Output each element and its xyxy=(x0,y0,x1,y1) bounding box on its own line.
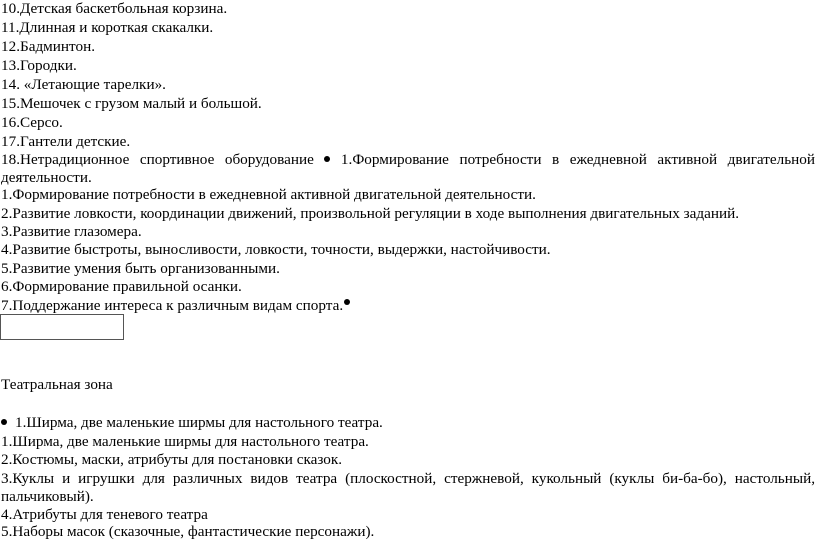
list-item-10: 10.Детская баскетбольная корзина. xyxy=(1,0,228,17)
theatre-item-5: 5.Наборы масок (сказочные, фантастические персонажи). xyxy=(1,523,375,540)
bullet-icon xyxy=(1,419,7,425)
goal-item-7 xyxy=(1,297,350,315)
list-item-15: 15.Мешочек с грузом малый и большой. xyxy=(1,95,262,112)
theatre-bullet-text: 1.Ширма, две маленькие ширмы для настольного театра. xyxy=(15,414,383,431)
goal-item-4: 4.Развитие быстроты, выносливости, ловкости, точности, выдержки, настойчивости. xyxy=(1,241,551,258)
goal-item-1: 1.Формирование потребности в ежедневной активной двигательной деятельности. xyxy=(1,186,536,203)
list-item-13: 13.Городки. xyxy=(1,57,77,74)
list-item-17: 17.Гантели детские. xyxy=(1,133,131,150)
bullet-icon xyxy=(344,299,350,305)
list-item-16: 16.Серсо. xyxy=(1,114,63,131)
list-item-18-text: 18.Нетрадиционное спортивное оборудование xyxy=(1,151,314,168)
theatre-bullet-item xyxy=(1,414,383,432)
list-item-11: 11.Длинная и короткая скакалки. xyxy=(1,19,214,36)
theatre-item-4: 4.Атрибуты для теневого театра xyxy=(1,506,208,523)
goal-item-6: 6.Формирование правильной осанки. xyxy=(1,278,242,295)
list-item-14: 14. «Летающие тарелки». xyxy=(1,76,166,93)
list-item-18 xyxy=(1,151,815,169)
theatre-item-1: 1.Ширма, две маленькие ширмы для настольного театра. xyxy=(1,433,369,450)
list-item-12: 12.Бадминтон. xyxy=(1,38,95,55)
theatre-item-3-wrap: пальчиковый). xyxy=(1,488,94,505)
goal-item-2: 2.Развитие ловкости, координации движений, произвольной регуляции в ходе выполнения двигательных заданий. xyxy=(1,205,739,222)
goal-item-3: 3.Развитие глазомера. xyxy=(1,223,142,240)
theatre-item-3: 3.Куклы и игрушки для различных видов театра (плоскостной, стержневой, кукольный (куклы би-ба-бо), настольный, xyxy=(1,470,815,487)
goal-item-7-text: 7.Поддержание интереса к различным видам спорта. xyxy=(1,297,344,314)
goal-item-5: 5.Развитие умения быть организованными. xyxy=(1,260,280,277)
list-item-18-continuation: 1.Формирование потребности в ежедневной активной двигательной xyxy=(340,151,816,168)
theatre-zone-heading: Театральная зона xyxy=(1,376,113,393)
theatre-item-2: 2.Костюмы, маски, атрибуты для постановки сказок. xyxy=(1,451,343,468)
bullet-icon xyxy=(324,156,330,162)
embedded-text-box[interactable] xyxy=(0,314,124,340)
list-item-18-wrap: деятельности. xyxy=(1,169,92,186)
